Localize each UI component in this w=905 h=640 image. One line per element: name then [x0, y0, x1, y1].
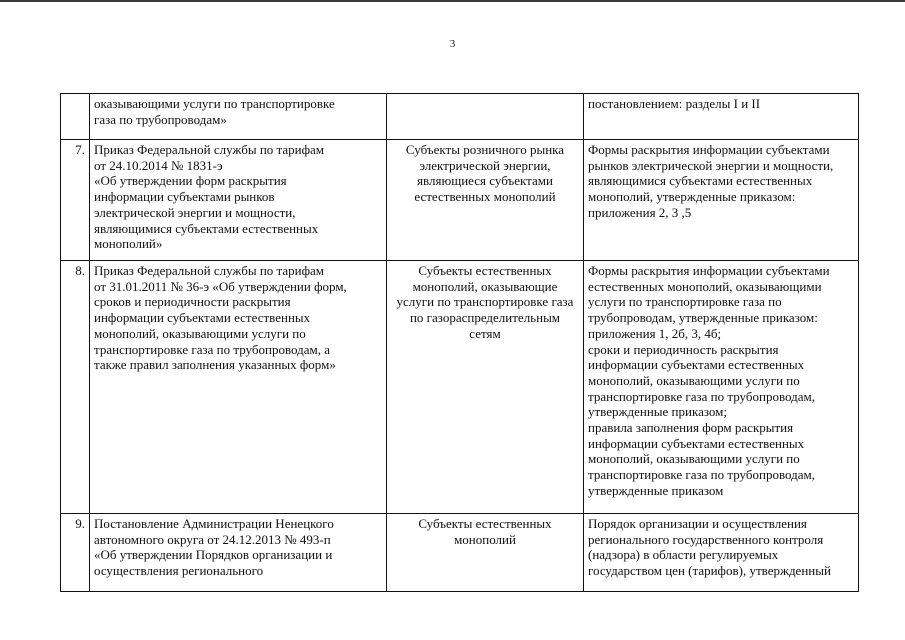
- forms-line: являющимися субъектами естественных: [588, 173, 813, 189]
- forms-cell: [584, 514, 859, 592]
- forms-line: приложения 2, 3 ,5: [588, 204, 692, 220]
- forms-line: государством цен (тарифов), утвержденный: [588, 563, 831, 579]
- table-row: [61, 94, 859, 140]
- subjects-line: Субъекты естественных: [418, 516, 552, 531]
- document-line: электрической энергии и мощности,: [94, 204, 296, 220]
- subjects-cell: [387, 261, 584, 514]
- forms-line: естественных монополий, оказывающими: [588, 278, 822, 294]
- subjects-cell: [387, 140, 584, 261]
- regulatory-documents-table: [60, 93, 859, 592]
- document-cell: [90, 261, 387, 514]
- document-line: монополий, оказывающими услуги по: [94, 325, 306, 341]
- forms-cell: [584, 140, 859, 261]
- document-line: являющимися субъектами естественных: [94, 220, 319, 236]
- subjects-line: электрической энергии,: [419, 157, 551, 173]
- document-line: также правил заполнения указанных форм»: [94, 357, 336, 373]
- document-cell: [90, 140, 387, 261]
- document-line: оказывающими услуги по транспортировке: [94, 96, 335, 111]
- subjects-line: услуги по транспортировке газа: [396, 294, 574, 310]
- subjects-cell: [387, 514, 584, 592]
- page-number: 3: [449, 38, 456, 50]
- subjects-line: Субъекты естественных: [418, 263, 552, 278]
- document-line: от 24.10.2014 № 1831-э: [94, 157, 223, 173]
- forms-line: постановлением: разделы I и II: [588, 96, 761, 111]
- forms-line: трубопроводам, утвержденные приказом:: [588, 310, 818, 326]
- subjects-line: Субъекты розничного рынка: [405, 142, 565, 157]
- document-line: газа по трубопроводам»: [94, 111, 227, 127]
- subjects-line: монополий: [454, 531, 516, 547]
- document-line: Приказ Федеральной службы по тарифам: [94, 142, 325, 157]
- subjects-line: по газораспределительным: [409, 310, 561, 326]
- forms-line: услуги по транспортировке газа по: [588, 294, 782, 310]
- table-row: [61, 261, 859, 514]
- top-border-line: [0, 0, 905, 2]
- forms-line: утвержденные приказом: [588, 482, 724, 498]
- subjects-line: сетям: [469, 325, 501, 341]
- forms-line: монополий, утвержденные приказом:: [588, 189, 796, 205]
- document-line: автономного округа от 24.12.2013 № 493-п: [94, 531, 331, 547]
- document-line: Постановление Администрации Ненецкого: [94, 516, 334, 531]
- forms-line: сроки и периодичность раскрытия: [588, 341, 779, 357]
- forms-line: рынков электрической энергии и мощности,: [588, 157, 834, 173]
- forms-line: транспортировке газа по трубопроводам,: [588, 467, 815, 483]
- forms-line: утвержденные приказом;: [588, 404, 728, 420]
- forms-cell: [584, 94, 859, 140]
- table-row: [61, 140, 859, 261]
- forms-line: Формы раскрытия информации субъектами: [588, 142, 830, 157]
- document-line: «Об утверждении Порядков организации и: [94, 547, 333, 563]
- forms-cell: [584, 261, 859, 514]
- forms-line: транспортировке газа по трубопроводам,: [588, 388, 815, 404]
- document-line: «Об утверждении форм раскрытия: [94, 173, 287, 189]
- forms-line: информации субъектами естественных: [588, 435, 805, 451]
- subjects-line: монополий, оказывающие: [412, 278, 558, 294]
- forms-line: Формы раскрытия информации субъектами: [588, 263, 830, 278]
- document-line: информации субъектами рынков: [94, 189, 275, 205]
- document-cell: [90, 514, 387, 592]
- forms-line: регионального государственного контроля: [588, 531, 824, 547]
- subjects-line: естественных монополий: [414, 189, 556, 205]
- document-line: Приказ Федеральной службы по тарифам: [94, 263, 325, 278]
- document-line: сроков и периодичности раскрытия: [94, 294, 291, 310]
- forms-line: монополий, оказывающими услуги по: [588, 451, 800, 467]
- subjects-line: являющиеся субъектами: [417, 173, 553, 189]
- document-line: монополий»: [94, 236, 163, 252]
- document-line: осуществления регионального: [94, 563, 264, 579]
- forms-line: монополий, оказывающими услуги по: [588, 372, 800, 388]
- row-number-cell: [61, 94, 90, 140]
- subjects-cell: [387, 94, 584, 140]
- document-line: от 31.01.2011 № 36-э «Об утверждении форм,: [94, 278, 347, 294]
- row-number-cell: 9.: [61, 514, 90, 592]
- row-number-cell: 8.: [61, 261, 90, 514]
- document-line: транспортировке газа по трубопроводам, а: [94, 341, 330, 357]
- forms-line: информации субъектами естественных: [588, 357, 805, 373]
- forms-line: правила заполнения форм раскрытия: [588, 420, 794, 436]
- forms-line: приложения 1, 2б, 3, 4б;: [588, 325, 722, 341]
- forms-line: Порядок организации и осуществления: [588, 516, 807, 531]
- row-number-cell: 7.: [61, 140, 90, 261]
- forms-line: (надзора) в области регулируемых: [588, 547, 779, 563]
- document-line: информации субъектами естественных: [94, 310, 311, 326]
- table-row: [61, 514, 859, 592]
- document-cell: [90, 94, 387, 140]
